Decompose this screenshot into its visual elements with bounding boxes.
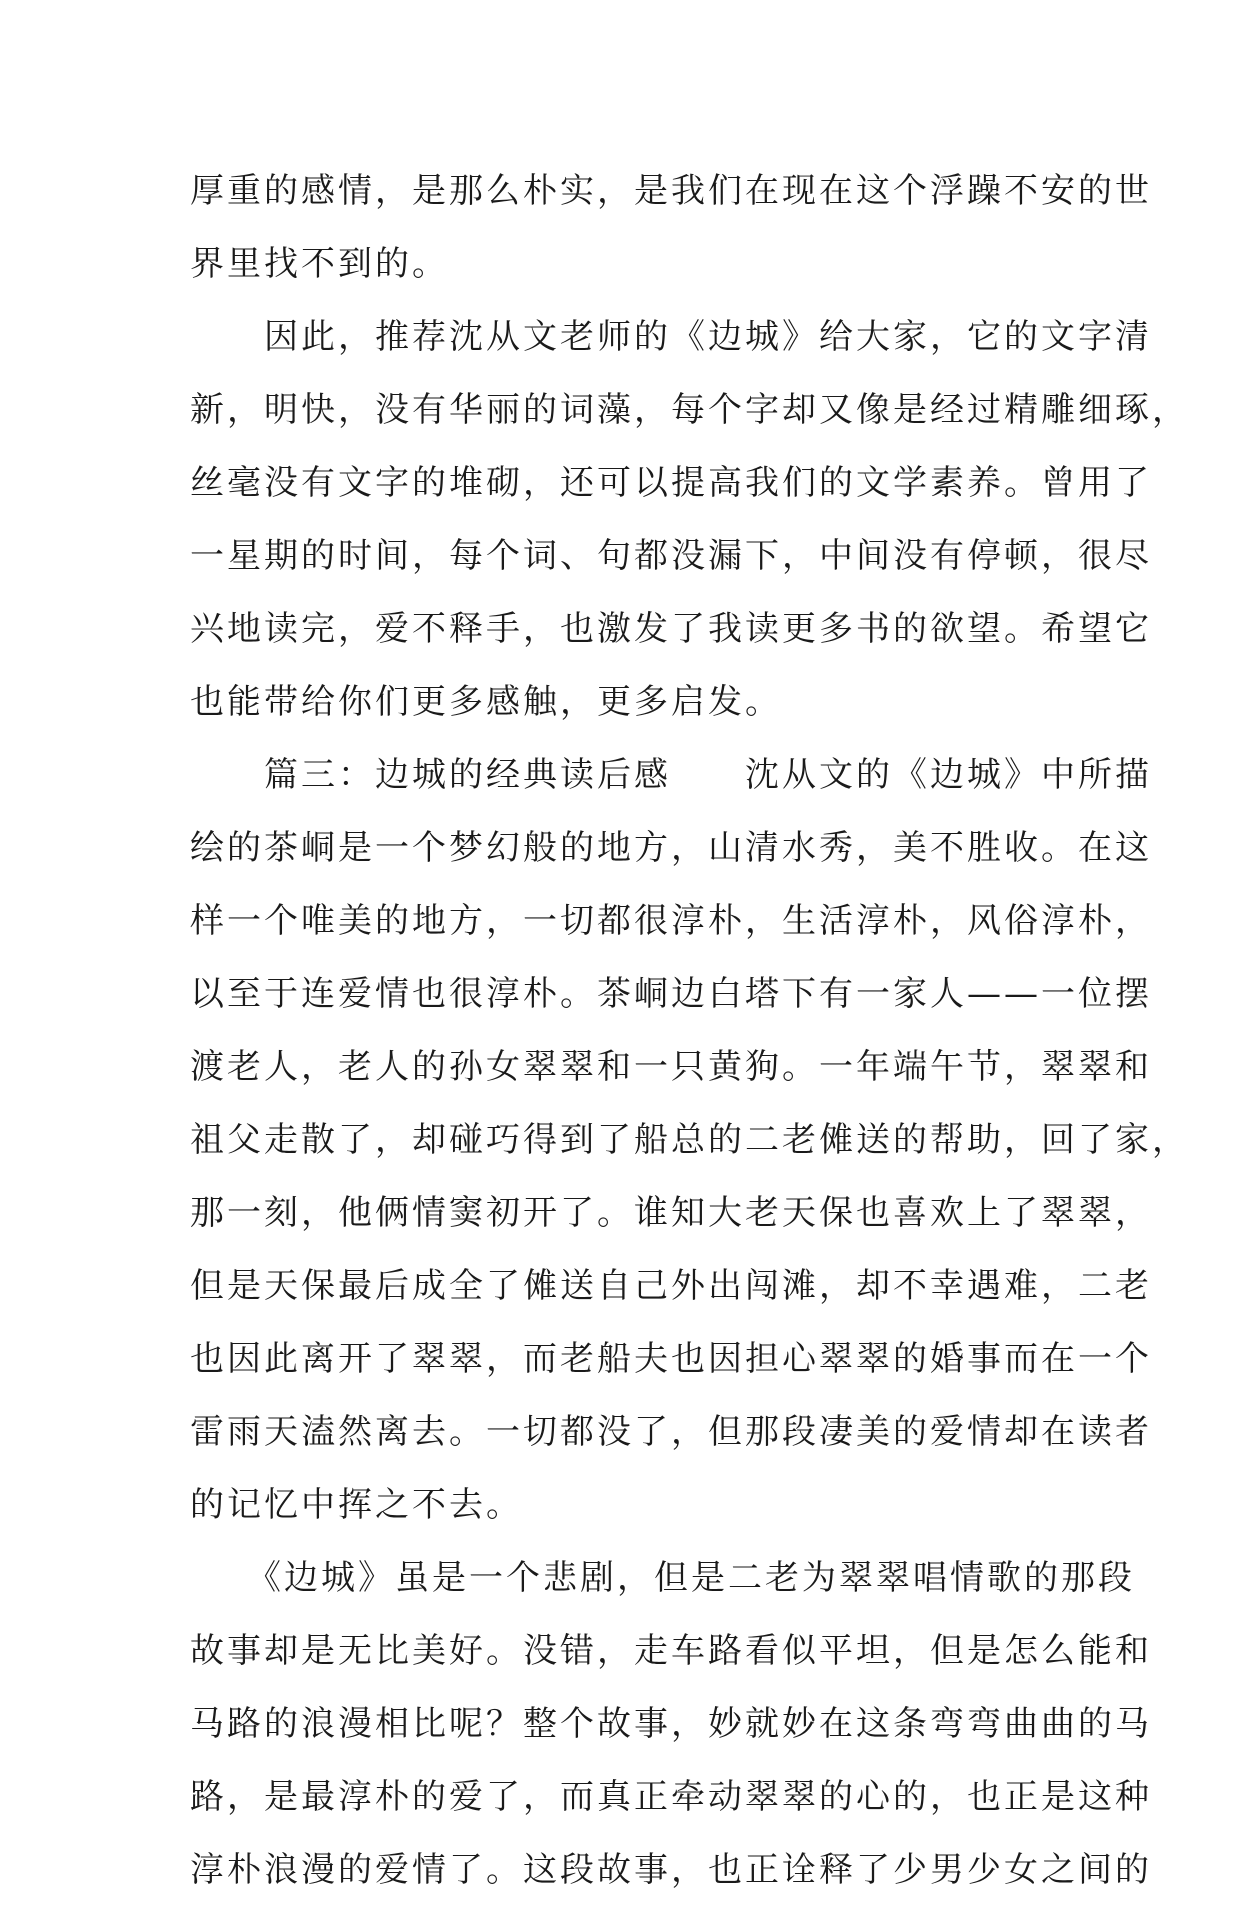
text-line: 兴地读完，爱不释手，也激发了我读更多书的欲望。希望它 — [190, 609, 1152, 649]
text-line: 样一个唯美的地方，一切都很淳朴，生活淳朴，风俗淳朴， — [190, 901, 1152, 941]
text-line: 新，明快，没有华丽的词藻，每个字却又像是经过精雕细琢， — [190, 390, 1189, 430]
text-line: 雷雨天溘然离去。一切都没了，但那段凄美的爱情却在读者 — [190, 1412, 1152, 1452]
text-line: 以至于连爱情也很淳朴。茶峒边白塔下有一家人——一位摆 — [190, 974, 1152, 1014]
text-line: 界里找不到的。 — [190, 244, 449, 284]
text-line: 但是天保最后成全了傩送自己外出闯滩，却不幸遇难，二老 — [190, 1266, 1152, 1306]
text-line: 一星期的时间，每个词、句都没漏下，中间没有停顿，很尽 — [190, 536, 1152, 576]
text-line: 丝毫没有文字的堆砌，还可以提高我们的文学素养。曾用了 — [190, 463, 1152, 503]
text-line: 《边城》虽是一个悲剧，但是二老为翠翠唱情歌的那段 — [190, 1558, 1135, 1598]
text-line: 也因此离开了翠翠，而老船夫也因担心翠翠的婚事而在一个 — [190, 1339, 1152, 1379]
text-line: 故事却是无比美好。没错，走车路看似平坦，但是怎么能和 — [190, 1631, 1152, 1671]
text-line: 厚重的感情，是那么朴实，是我们在现在这个浮躁不安的世 — [190, 171, 1152, 211]
text-line: 路，是最淳朴的爱了，而真正牵动翠翠的心的，也正是这种 — [190, 1777, 1152, 1817]
text-line: 因此，推荐沈从文老师的《边城》给大家，它的文字清 — [190, 317, 1152, 357]
text-line: 篇三：边城的经典读后感 沈从文的《边城》中所描 — [190, 755, 1152, 795]
text-line: 也能带给你们更多感触，更多启发。 — [190, 682, 782, 722]
text-line: 绘的茶峒是一个梦幻般的地方，山清水秀，美不胜收。在这 — [190, 828, 1152, 868]
text-line: 那一刻，他俩情窦初开了。谁知大老天保也喜欢上了翠翠， — [190, 1193, 1152, 1233]
text-line: 的记忆中挥之不去。 — [190, 1485, 523, 1525]
text-line: 淳朴浪漫的爱情了。这段故事，也正诠释了少男少女之间的 — [190, 1850, 1152, 1890]
text-line: 马路的浪漫相比呢？整个故事，妙就妙在这条弯弯曲曲的马 — [190, 1704, 1152, 1744]
body-text — [190, 155, 1189, 1907]
text-line: 祖父走散了，却碰巧得到了船总的二老傩送的帮助，回了家， — [190, 1120, 1189, 1160]
text-line: 渡老人，老人的孙女翠翠和一只黄狗。一年端午节，翠翠和 — [190, 1047, 1152, 1087]
